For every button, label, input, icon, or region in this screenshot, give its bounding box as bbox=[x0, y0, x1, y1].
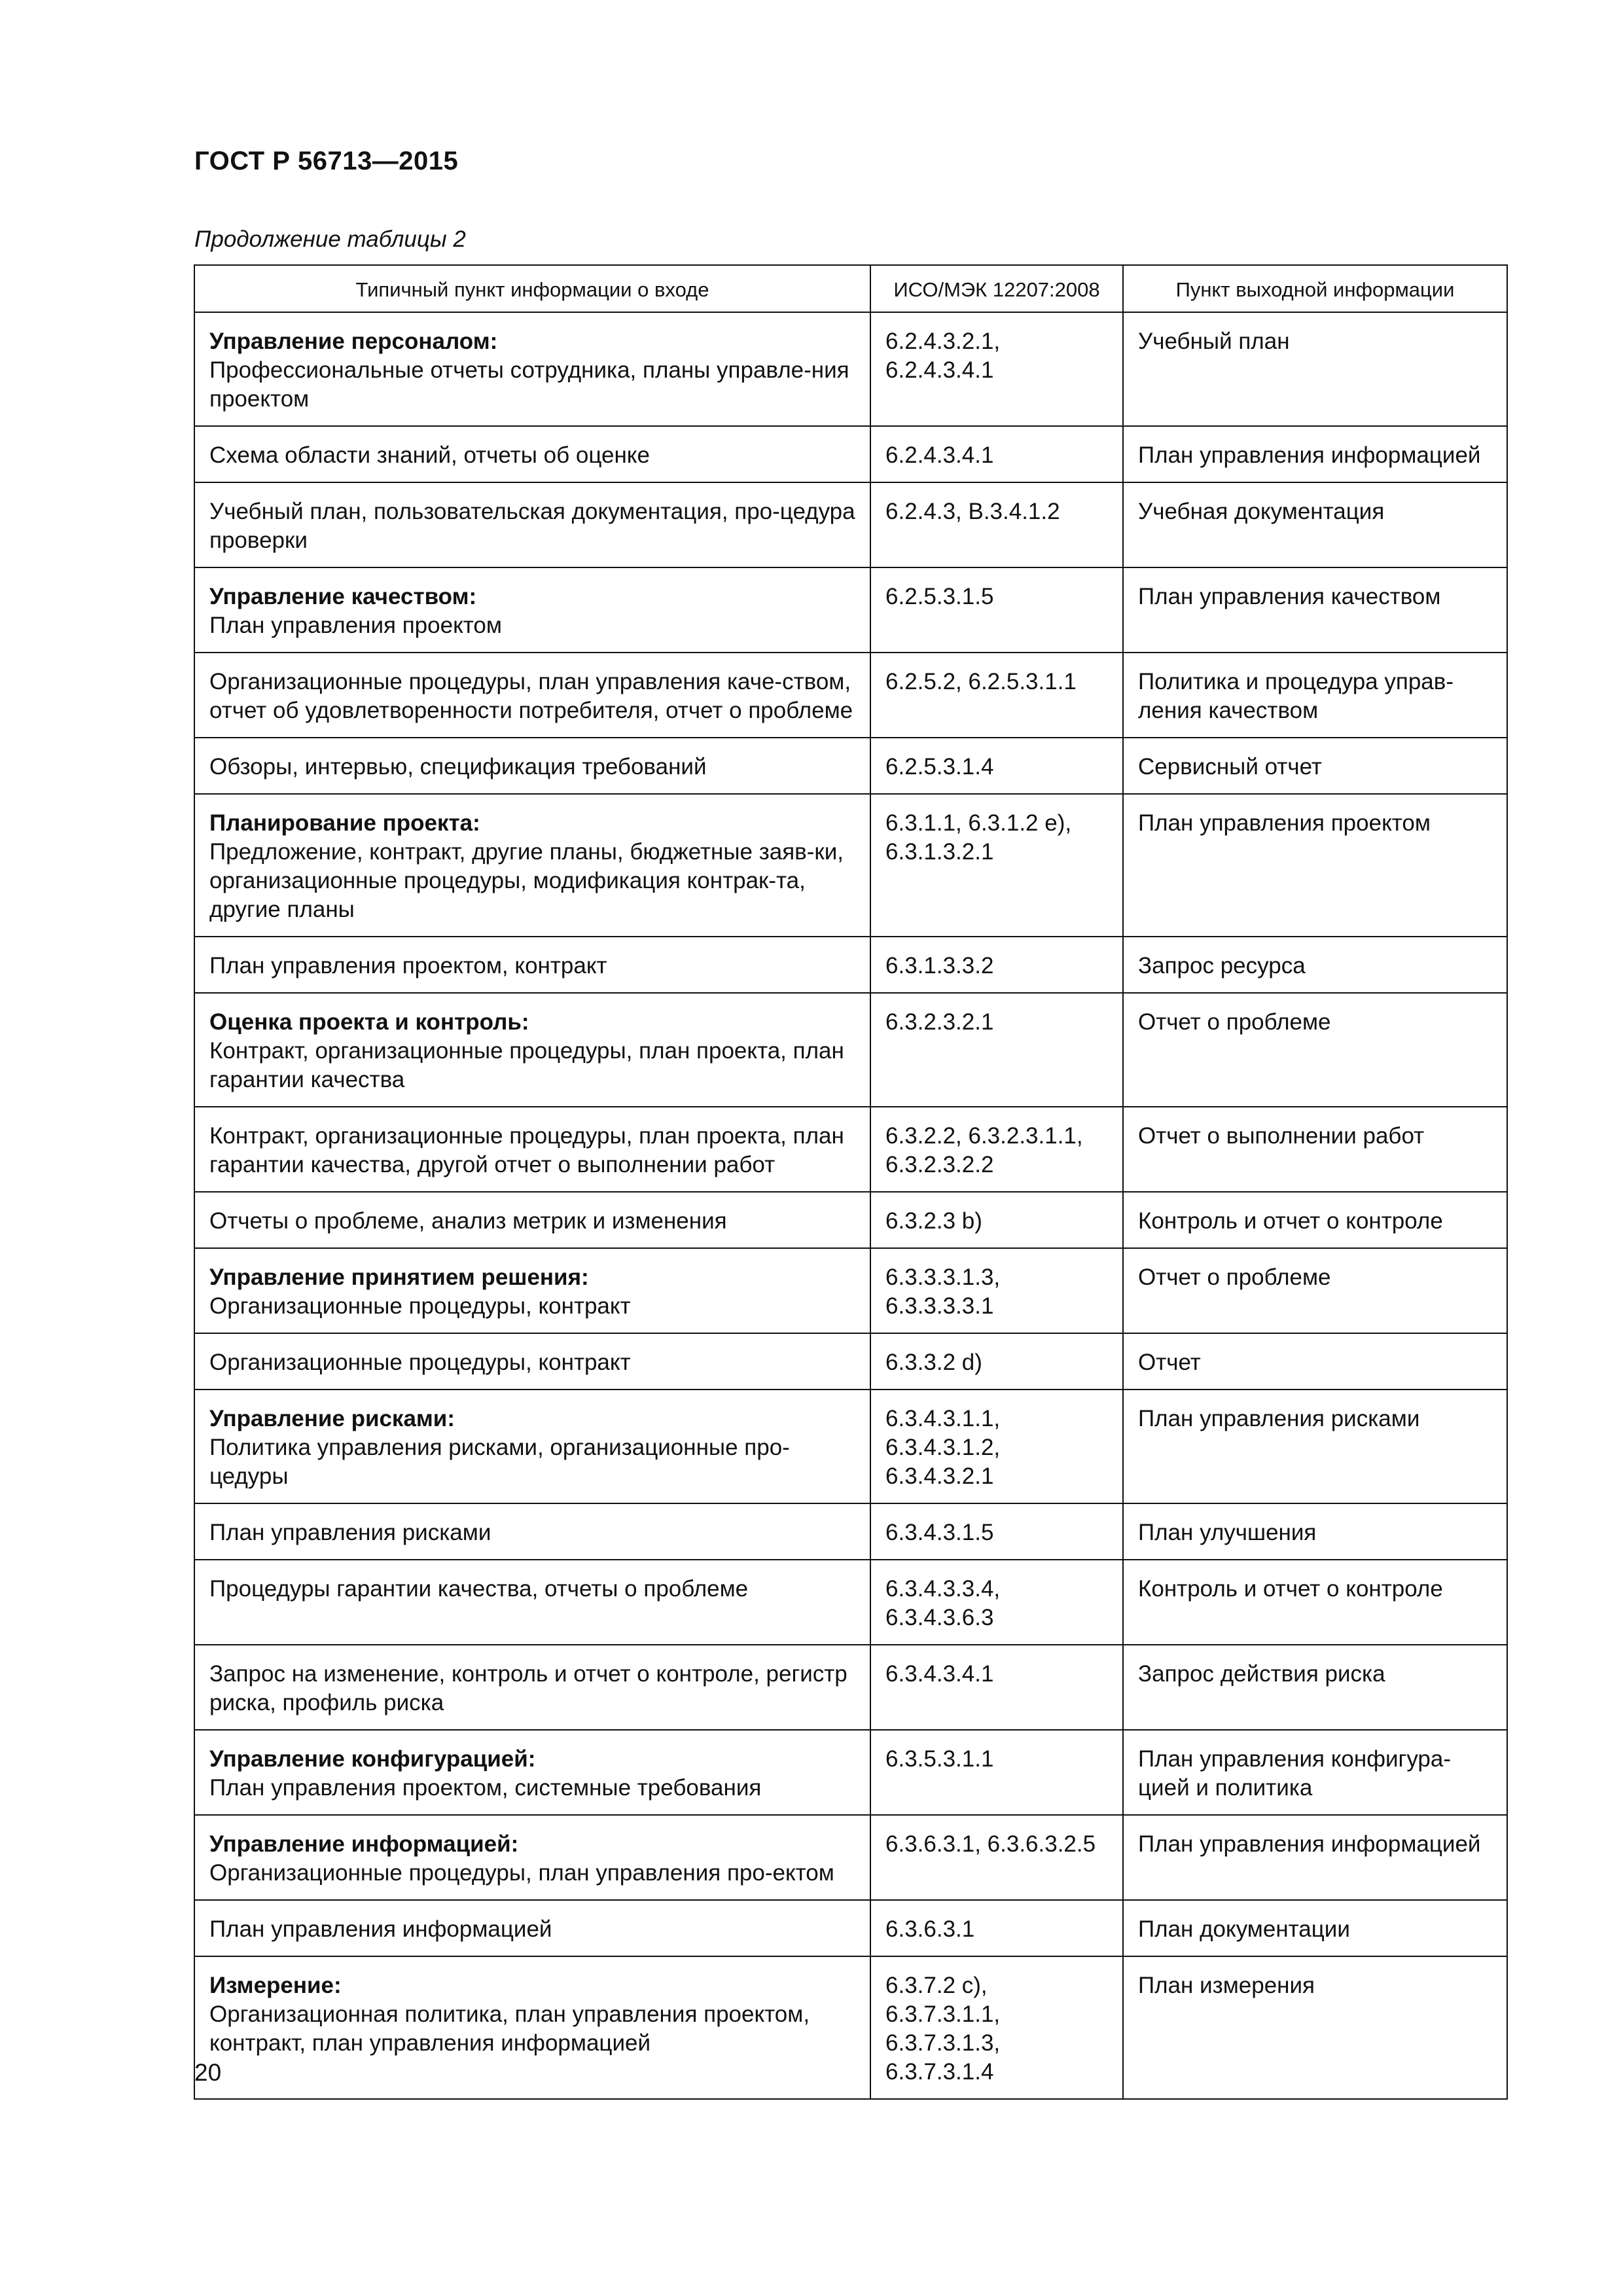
output-cell: План управления информацией bbox=[1123, 1815, 1507, 1900]
section-title: Планирование проекта: bbox=[209, 810, 480, 836]
standard-ref-cell bbox=[870, 1560, 1123, 1645]
table-row bbox=[194, 653, 1507, 738]
standard-ref-cell bbox=[870, 1956, 1123, 2099]
output-cell: План управления качеством bbox=[1123, 567, 1507, 653]
table-row bbox=[194, 1730, 1507, 1815]
input-cell bbox=[194, 1248, 870, 1333]
standard-ref: 6.3.2.2, 6.3.2.3.1.1, bbox=[885, 1123, 1083, 1149]
standard-ref-cell bbox=[870, 1815, 1123, 1900]
standard-ref: 6.3.7.3.1.3, bbox=[885, 2030, 1001, 2056]
input-text: Организационные процедуры, план управления каче-ством, отчет об удовлетворенности потребителя, отчет о проблеме bbox=[209, 669, 853, 723]
table-row bbox=[194, 1503, 1507, 1560]
output-cell: Отчет о выполнении работ bbox=[1123, 1107, 1507, 1192]
input-text: Организационные процедуры, план управления про-ектом bbox=[209, 1860, 834, 1886]
standard-ref-cell bbox=[870, 482, 1123, 567]
document-id: ГОСТ Р 56713—2015 bbox=[194, 147, 459, 175]
output-cell: План улучшения bbox=[1123, 1503, 1507, 1560]
input-cell bbox=[194, 653, 870, 738]
standard-ref-cell bbox=[870, 993, 1123, 1107]
standard-ref: 6.3.6.3.1 bbox=[885, 1916, 975, 1942]
input-text: Предложение, контракт, другие планы, бюджетные заяв-ки, организационные процедуры, модификация контрак-та, другие планы bbox=[209, 839, 844, 922]
input-cell bbox=[194, 1192, 870, 1248]
standard-ref-cell bbox=[870, 794, 1123, 937]
table-row bbox=[194, 426, 1507, 482]
output-cell: План управления рисками bbox=[1123, 1390, 1507, 1503]
output-cell: Сервисный отчет bbox=[1123, 738, 1507, 794]
input-text: Запрос на изменение, контроль и отчет о контроле, регистр риска, профиль риска bbox=[209, 1661, 847, 1715]
standard-ref-cell bbox=[870, 1107, 1123, 1192]
page-number: 20 bbox=[194, 2059, 222, 2086]
input-text: Политика управления рисками, организационные про-цедуры bbox=[209, 1435, 790, 1489]
table-row bbox=[194, 312, 1507, 426]
table-body bbox=[194, 312, 1507, 2099]
output-cell: Политика и процедура управ-ления качеством bbox=[1123, 653, 1507, 738]
table-row bbox=[194, 1560, 1507, 1645]
output-cell: План управления информацией bbox=[1123, 426, 1507, 482]
table-row bbox=[194, 937, 1507, 993]
input-cell bbox=[194, 1560, 870, 1645]
standard-ref: 6.3.4.3.1.1, bbox=[885, 1406, 1001, 1431]
standard-ref: 6.3.2.3 b) bbox=[885, 1208, 982, 1234]
output-cell: Запрос действия риска bbox=[1123, 1645, 1507, 1730]
standard-ref-cell bbox=[870, 653, 1123, 738]
standard-ref-cell bbox=[870, 738, 1123, 794]
output-cell: План управления конфигура-цией и политика bbox=[1123, 1730, 1507, 1815]
standard-ref: 6.3.4.3.2.1 bbox=[885, 1463, 994, 1489]
input-text: Профессиональные отчеты сотрудника, планы управле-ния проектом bbox=[209, 357, 849, 412]
standard-ref: 6.2.5.2, 6.2.5.3.1.1 bbox=[885, 669, 1077, 694]
output-cell: Отчет о проблеме bbox=[1123, 993, 1507, 1107]
section-title: Измерение: bbox=[209, 1973, 342, 1998]
standard-ref: 6.2.4.3.4.1 bbox=[885, 357, 994, 383]
input-text: План управления проектом, системные требования bbox=[209, 1775, 762, 1801]
table-row bbox=[194, 1956, 1507, 2099]
standard-ref: 6.3.2.3.2.2 bbox=[885, 1152, 994, 1177]
standard-ref: 6.3.6.3.1, 6.3.6.3.2.5 bbox=[885, 1831, 1096, 1857]
table-row bbox=[194, 993, 1507, 1107]
standard-ref-cell bbox=[870, 937, 1123, 993]
column-header-output: Пункт выходной информации bbox=[1123, 265, 1507, 312]
requirements-table bbox=[194, 264, 1508, 2100]
table-caption: Продолжение таблицы 2 bbox=[194, 226, 466, 252]
section-title: Управление информацией: bbox=[209, 1831, 519, 1857]
input-text: Организационные процедуры, контракт bbox=[209, 1293, 631, 1319]
input-text: План управления проектом, контракт bbox=[209, 953, 607, 978]
standard-ref: 6.3.4.3.1.5 bbox=[885, 1520, 994, 1545]
table-row bbox=[194, 1815, 1507, 1900]
standard-ref-cell bbox=[870, 1248, 1123, 1333]
standard-ref: 6.3.4.3.4.1 bbox=[885, 1661, 994, 1687]
output-cell: План измерения bbox=[1123, 1956, 1507, 2099]
input-cell bbox=[194, 1390, 870, 1503]
section-title: Оценка проекта и контроль: bbox=[209, 1009, 529, 1035]
input-text: План управления рисками bbox=[209, 1520, 491, 1545]
input-cell bbox=[194, 1107, 870, 1192]
input-cell bbox=[194, 1815, 870, 1900]
table-row bbox=[194, 794, 1507, 937]
standard-ref-cell bbox=[870, 1503, 1123, 1560]
input-cell bbox=[194, 1503, 870, 1560]
output-cell: Контроль и отчет о контроле bbox=[1123, 1560, 1507, 1645]
table-row bbox=[194, 1248, 1507, 1333]
input-cell bbox=[194, 567, 870, 653]
table-row bbox=[194, 567, 1507, 653]
standard-ref: 6.2.4.3, В.3.4.1.2 bbox=[885, 499, 1060, 524]
column-header-standard: ИСО/МЭК 12207:2008 bbox=[870, 265, 1123, 312]
standard-ref: 6.3.7.2 c), bbox=[885, 1973, 988, 1998]
standard-ref: 6.3.4.3.3.4, bbox=[885, 1576, 1001, 1602]
output-cell: Отчет bbox=[1123, 1333, 1507, 1390]
standard-ref: 6.2.5.3.1.4 bbox=[885, 754, 994, 780]
input-cell bbox=[194, 738, 870, 794]
input-text: Учебный план, пользовательская документация, про-цедура проверки bbox=[209, 499, 855, 553]
section-title: Управление принятием решения: bbox=[209, 1265, 589, 1290]
standard-ref-cell bbox=[870, 1730, 1123, 1815]
section-title: Управление рисками: bbox=[209, 1406, 455, 1431]
section-title: Управление персоналом: bbox=[209, 329, 498, 354]
standard-ref: 6.3.7.3.1.4 bbox=[885, 2059, 994, 2085]
input-cell bbox=[194, 312, 870, 426]
standard-ref: 6.2.4.3.2.1, bbox=[885, 329, 1001, 354]
output-cell: Отчет о проблеме bbox=[1123, 1248, 1507, 1333]
input-text: Схема области знаний, отчеты об оценке bbox=[209, 442, 650, 468]
standard-ref: 6.3.1.1, 6.3.1.2 e), bbox=[885, 810, 1072, 836]
standard-ref: 6.3.7.3.1.1, bbox=[885, 2001, 1001, 2027]
input-cell bbox=[194, 426, 870, 482]
table-row bbox=[194, 482, 1507, 567]
output-cell: Учебная документация bbox=[1123, 482, 1507, 567]
standard-ref-cell bbox=[870, 567, 1123, 653]
section-title: Управление конфигурацией: bbox=[209, 1746, 536, 1772]
standard-ref: 6.3.5.3.1.1 bbox=[885, 1746, 994, 1772]
output-cell: План документации bbox=[1123, 1900, 1507, 1956]
table-row bbox=[194, 1645, 1507, 1730]
standard-ref: 6.3.4.3.1.2, bbox=[885, 1435, 1001, 1460]
table-row bbox=[194, 1107, 1507, 1192]
standard-ref: 6.3.2.3.2.1 bbox=[885, 1009, 994, 1035]
input-text: Организационная политика, план управления проектом, контракт, план управления информацией bbox=[209, 2001, 810, 2056]
output-cell: Контроль и отчет о контроле bbox=[1123, 1192, 1507, 1248]
input-cell bbox=[194, 1333, 870, 1390]
standard-ref-cell bbox=[870, 426, 1123, 482]
column-header-input: Типичный пункт информации о входе bbox=[194, 265, 870, 312]
input-cell bbox=[194, 1730, 870, 1815]
standard-ref-cell bbox=[870, 1900, 1123, 1956]
table-row bbox=[194, 1192, 1507, 1248]
input-cell bbox=[194, 794, 870, 937]
standard-ref-cell bbox=[870, 312, 1123, 426]
input-cell bbox=[194, 482, 870, 567]
input-text: Контракт, организационные процедуры, план проекта, план гарантии качества, другой отчет о выполнении работ bbox=[209, 1123, 844, 1177]
table-row bbox=[194, 1390, 1507, 1503]
table-row bbox=[194, 738, 1507, 794]
input-text: План управления информацией bbox=[209, 1916, 552, 1942]
table-row bbox=[194, 1333, 1507, 1390]
input-text: Обзоры, интервью, спецификация требований bbox=[209, 754, 707, 780]
standard-ref: 6.3.1.3.2.1 bbox=[885, 839, 994, 865]
standard-ref: 6.2.5.3.1.5 bbox=[885, 584, 994, 609]
standard-ref: 6.3.3.3.3.1 bbox=[885, 1293, 994, 1319]
standard-ref: 6.3.1.3.3.2 bbox=[885, 953, 994, 978]
standard-ref-cell bbox=[870, 1390, 1123, 1503]
input-cell bbox=[194, 1900, 870, 1956]
standard-ref-cell bbox=[870, 1333, 1123, 1390]
output-cell: Запрос ресурса bbox=[1123, 937, 1507, 993]
standard-ref: 6.3.3.2 d) bbox=[885, 1350, 982, 1375]
standard-ref: 6.3.4.3.6.3 bbox=[885, 1605, 994, 1630]
standard-ref: 6.3.3.3.1.3, bbox=[885, 1265, 1001, 1290]
input-cell bbox=[194, 993, 870, 1107]
standard-ref-cell bbox=[870, 1645, 1123, 1730]
input-text: Организационные процедуры, контракт bbox=[209, 1350, 631, 1375]
output-cell: Учебный план bbox=[1123, 312, 1507, 426]
output-cell: План управления проектом bbox=[1123, 794, 1507, 937]
input-cell bbox=[194, 1645, 870, 1730]
input-text: План управления проектом bbox=[209, 613, 502, 638]
table-row bbox=[194, 1900, 1507, 1956]
input-cell bbox=[194, 1956, 870, 2099]
input-text: Контракт, организационные процедуры, план проекта, план гарантии качества bbox=[209, 1038, 844, 1092]
standard-ref-cell bbox=[870, 1192, 1123, 1248]
input-text: Отчеты о проблеме, анализ метрик и изменения bbox=[209, 1208, 727, 1234]
input-cell bbox=[194, 937, 870, 993]
input-text: Процедуры гарантии качества, отчеты о проблеме bbox=[209, 1576, 749, 1602]
section-title: Управление качеством: bbox=[209, 584, 477, 609]
standard-ref: 6.2.4.3.4.1 bbox=[885, 442, 994, 468]
table-header-row bbox=[194, 265, 1507, 312]
